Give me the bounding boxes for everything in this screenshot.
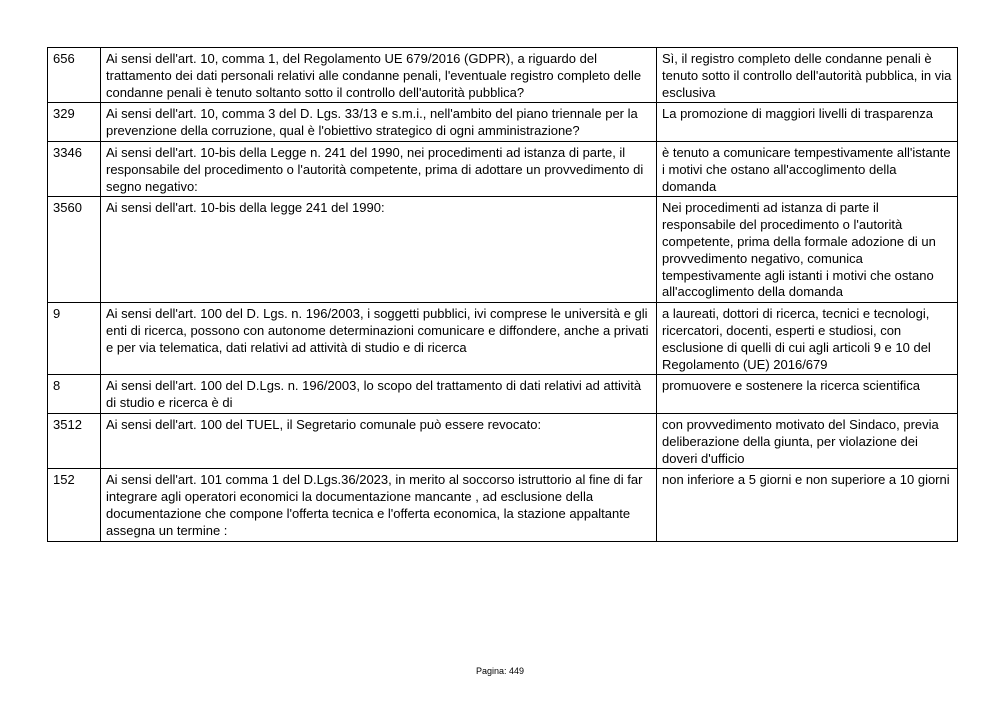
question-text: Ai sensi dell'art. 10-bis della legge 241 del 1990: bbox=[101, 197, 657, 303]
question-text: Ai sensi dell'art. 10, comma 3 del D. Lgs. 33/13 e s.m.i., nell'ambito del piano triennale per la prevenzione della corruzione, qual è l'obiettivo strategico di ogni amministrazione? bbox=[101, 103, 657, 142]
question-text: Ai sensi dell'art. 100 del TUEL, il Segretario comunale può essere revocato: bbox=[101, 413, 657, 468]
questions-table bbox=[47, 47, 958, 542]
table-row bbox=[48, 103, 958, 142]
table-row bbox=[48, 48, 958, 103]
table-row bbox=[48, 375, 958, 414]
answer-text: è tenuto a comunicare tempestivamente all'istante i motivi che ostano all'accoglimento della domanda bbox=[657, 141, 958, 196]
answer-text: a laureati, dottori di ricerca, tecnici e tecnologi, ricercatori, docenti, esperti e studiosi, con esclusione di quelli di cui agli articoli 9 e 10 del Regolamento (UE) 2016/679 bbox=[657, 303, 958, 375]
question-text: Ai sensi dell'art. 100 del D.Lgs. n. 196/2003, lo scopo del trattamento di dati relativi ad attività di studio e ricerca è di bbox=[101, 375, 657, 414]
question-id: 3560 bbox=[48, 197, 101, 303]
answer-text: La promozione di maggiori livelli di trasparenza bbox=[657, 103, 958, 142]
answer-text: Sì, il registro completo delle condanne penali è tenuto sotto il controllo dell'autorità pubblica, in via esclusiva bbox=[657, 48, 958, 103]
table-row bbox=[48, 141, 958, 196]
page-number: Pagina: 449 bbox=[475, 666, 525, 676]
question-id: 152 bbox=[48, 469, 101, 541]
question-id: 3346 bbox=[48, 141, 101, 196]
question-id: 8 bbox=[48, 375, 101, 414]
question-id: 656 bbox=[48, 48, 101, 103]
question-id: 9 bbox=[48, 303, 101, 375]
table-row bbox=[48, 413, 958, 468]
question-text: Ai sensi dell'art. 100 del D. Lgs. n. 196/2003, i soggetti pubblici, ivi comprese le università e gli enti di ricerca, possono con autonome determinazioni comunicare e diffondere, anche a privati e per via telematica, dati relativi ad attività di studio e di ricerca bbox=[101, 303, 657, 375]
answer-text: Nei procedimenti ad istanza di parte il responsabile del procedimento o l'autorità competente, prima della formale adozione di un provvedimento negativo, comunica tempestivamente agli istanti i motivi che ostano all'accoglimento della domanda bbox=[657, 197, 958, 303]
table-row bbox=[48, 303, 958, 375]
answer-text: con provvedimento motivato del Sindaco, previa deliberazione della giunta, per violazione dei doveri d'ufficio bbox=[657, 413, 958, 468]
table-row bbox=[48, 197, 958, 303]
table-row bbox=[48, 469, 958, 541]
question-text: Ai sensi dell'art. 10-bis della Legge n. 241 del 1990, nei procedimenti ad istanza di parte, il responsabile del procedimento o l'autorità competente, prima di adottare un provvedimento di segno negativo: bbox=[101, 141, 657, 196]
answer-text: non inferiore a 5 giorni e non superiore a 10 giorni bbox=[657, 469, 958, 541]
answer-text: promuovere e sostenere la ricerca scientifica bbox=[657, 375, 958, 414]
question-text: Ai sensi dell'art. 101 comma 1 del D.Lgs.36/2023, in merito al soccorso istruttorio al fine di far integrare agli operatori economici la documentazione mancante , ad esclusione della documentazione che compone l'offerta tecnica e l'offerta economica, la stazione appaltante assegna un termine : bbox=[101, 469, 657, 541]
question-id: 3512 bbox=[48, 413, 101, 468]
question-id: 329 bbox=[48, 103, 101, 142]
question-text: Ai sensi dell'art. 10, comma 1, del Regolamento UE 679/2016 (GDPR), a riguardo del trattamento dei dati personali relativi alle condanne penali, l'eventuale registro completo delle condanne penali è tenuto soltanto sotto il controllo dell'autorità pubblica? bbox=[101, 48, 657, 103]
